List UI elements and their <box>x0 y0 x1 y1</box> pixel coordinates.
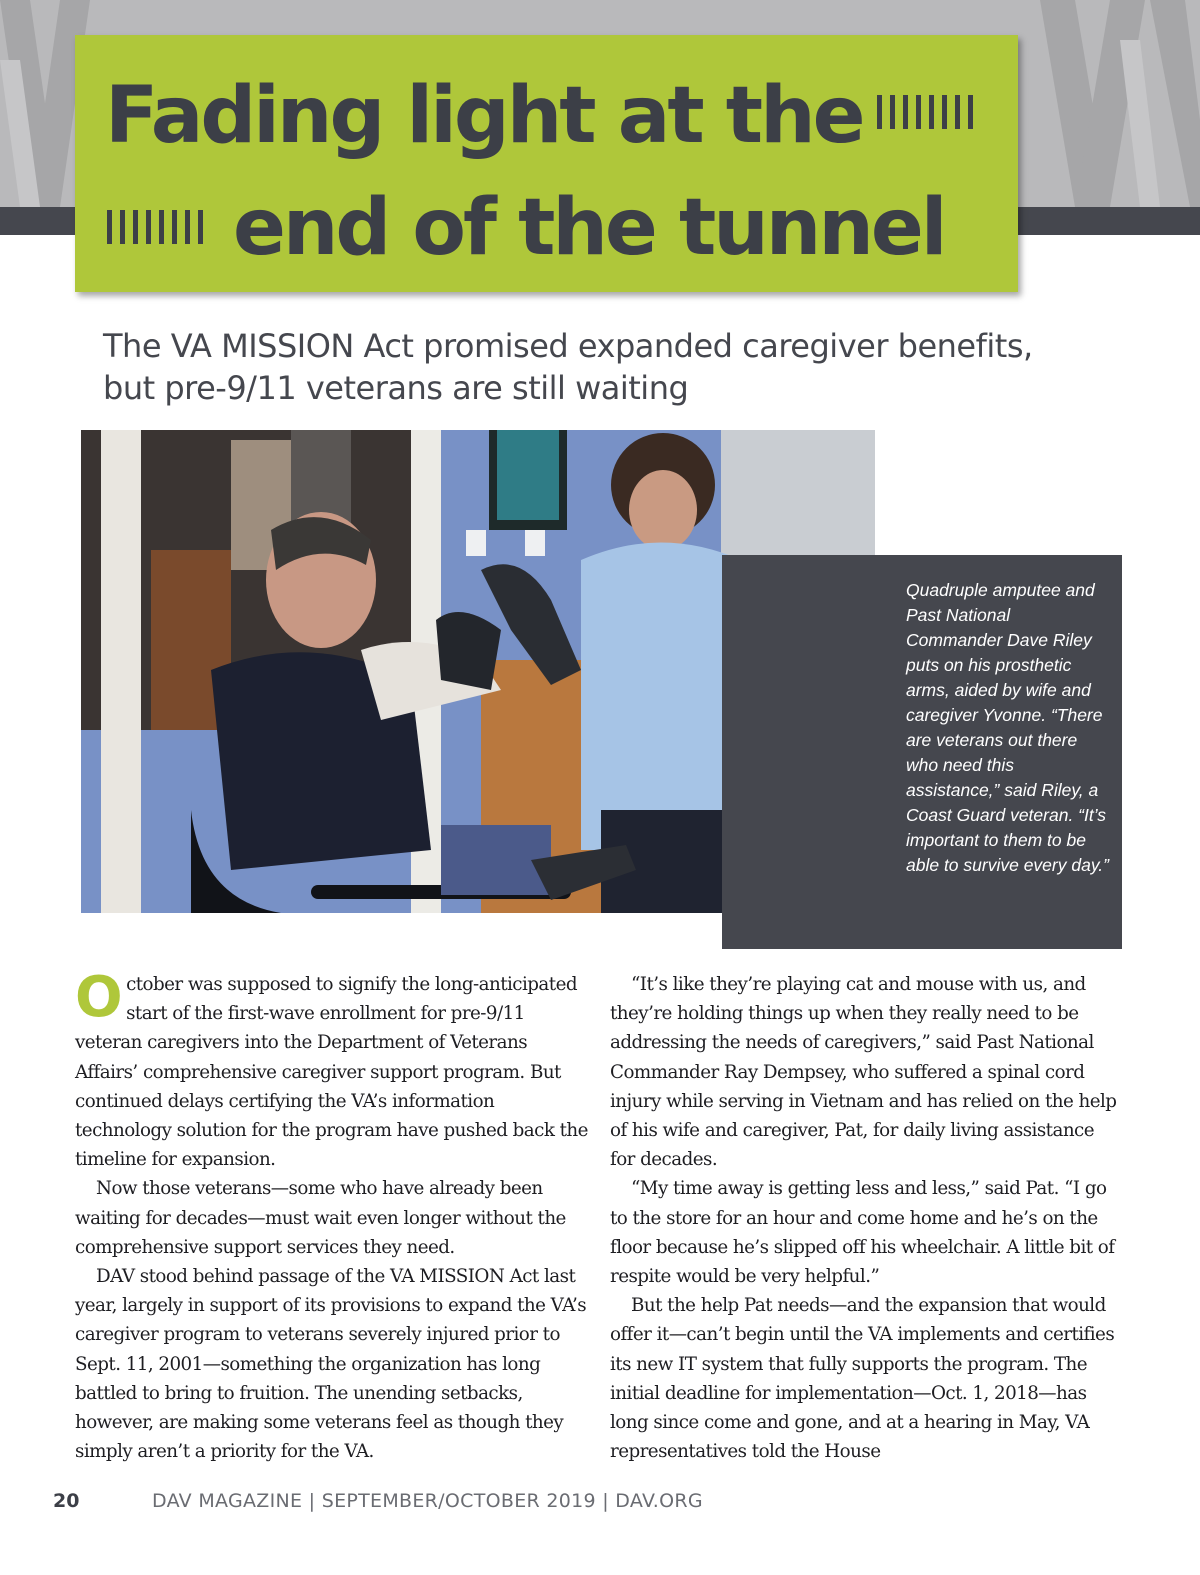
drop-cap: O <box>75 965 123 1030</box>
photo-caption: Quadruple amputee and Past National Commander Dave Riley puts on his prosthetic arms, aided by wife and caregiver Yvonne. “There are veterans out there who need this assistance,” said Riley, a Coast Guard veteran. “It’s important to them to be able to survive every day.” <box>906 580 1109 875</box>
article-column-right <box>610 970 1122 1466</box>
title-box <box>75 35 1018 292</box>
paragraph-text: ctober was supposed to signify the long-anticipated start of the first-wave enrollment for pre-9/11 veteran caregivers into the Department of Veterans Affairs’ comprehensive caregiver support program. But continued delays certifying the VA’s information technology solution for the program have pushed back the timeline for expansion. <box>75 974 588 1171</box>
page-number: 20 <box>53 1490 80 1512</box>
title-line-1: Fading light at the <box>105 71 863 161</box>
tick-marks-icon <box>107 210 217 244</box>
article-paragraph: DAV stood behind passage of the VA MISSION Act last year, largely in support of its provisions to expand the VA’s caregiver program to veterans severely injured prior to Sept. 11, 2001—something the organization has long battled to bring to fruition. The unending setbacks, however, are making some veterans feel as though they simply aren’t a priority for the VA. <box>75 1266 587 1463</box>
article-paragraph: But the help Pat needs—and the expansion that would offer it—can’t begin until the VA implements and certifies its new IT system that fully supports the program. The initial deadline for implementation—Oct. 1, 2018—has long since come and gone, and at a hearing in May, VA representatives told the House <box>610 1295 1115 1463</box>
tick-marks-icon <box>877 95 987 129</box>
article-paragraph: “My time away is getting less and less,” said Pat. “I go to the store for an hour and come home and he’s on the floor because he’s slipped off his wheelchair. A little bit of respite would be very helpful.” <box>610 1178 1115 1288</box>
subtitle-line-1: The VA MISSION Act promised expanded caregiver benefits, <box>103 327 1033 365</box>
footer-publication: DAV MAGAZINE | SEPTEMBER/OCTOBER 2019 | DAV.ORG <box>152 1490 703 1512</box>
page-footer <box>0 1490 1200 1520</box>
article-paragraph <box>75 965 590 1174</box>
article-paragraph: Now those veterans—some who have already been waiting for decades—must wait even longer without the comprehensive support services they need. <box>75 1178 566 1258</box>
title-line-2: end of the tunnel <box>233 183 945 273</box>
subtitle <box>103 325 1063 409</box>
article-paragraph: “It’s like they’re playing cat and mouse with us, and they’re holding things up when they really need to be addressing the needs of caregivers,” said Past National Commander Ray Dempsey, who suffered a spinal cord injury while serving in Vietnam and has relied on the help of his wife and caregiver, Pat, for daily living assistance for decades. <box>610 974 1117 1171</box>
article-column-left <box>75 965 590 1466</box>
subtitle-line-2: but pre-9/11 veterans are still waiting <box>103 369 689 407</box>
